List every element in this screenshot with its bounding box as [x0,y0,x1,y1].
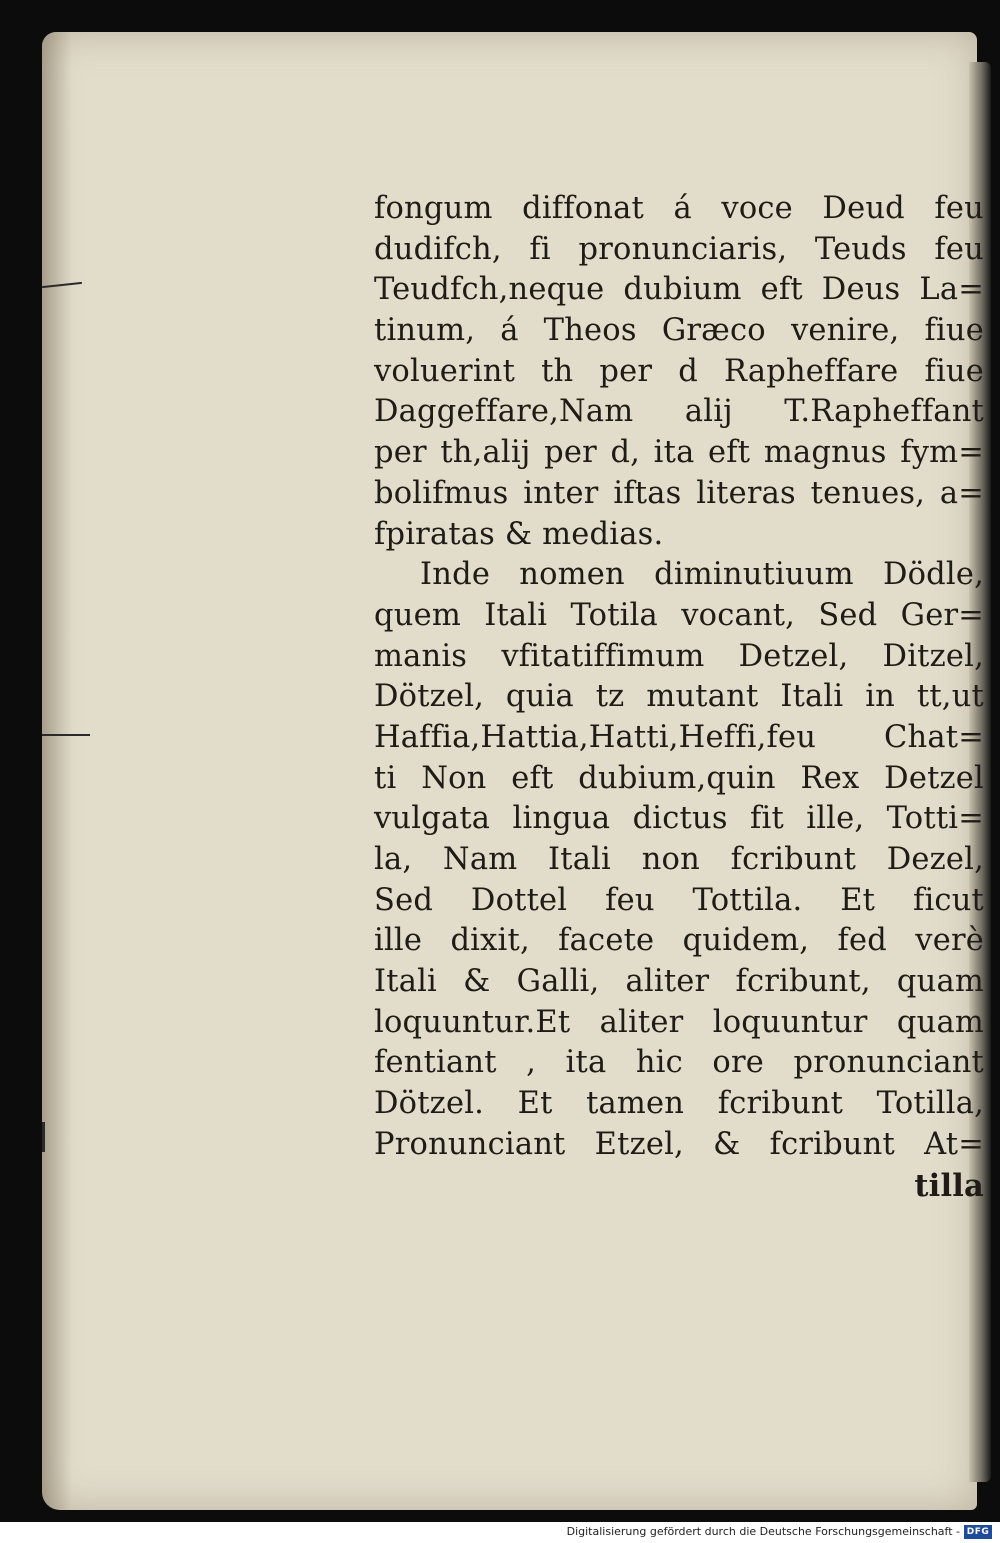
binding-thread-mark [42,1122,63,1152]
text-line: Haffia,Hattia,Hatti,Heffi,feu Chat= [374,719,984,755]
text-line: Sed Dottel feu Tottila. Et ficut [374,882,984,918]
text-line: loquuntur.Et aliter loquuntur quam [374,1004,984,1040]
text-line: Dötzel, quia tz mutant Itali in tt,ut [374,679,984,715]
text-line: dudifch, fi pronunciaris, Teuds feu [374,231,984,267]
text-line: voluerint th per d Rapheffare fiue [374,353,984,389]
text-line: Inde nomen diminutiuum Dödle, [420,557,984,593]
text-line: ille dixit, facete quidem, fed verè [374,923,984,959]
book-page [42,32,984,1510]
text-line: fpiratas & medias. [374,516,664,552]
text-line: fongum diffonat á voce Deud feu [374,191,984,226]
dfg-logo: DFG [964,1525,992,1539]
text-line: la, Nam Itali non fcribunt Dezel, [374,842,984,877]
text-line: ti Non eft dubium,quin Rex Detzel [374,760,984,796]
footer-credit: Digitalisierung gefördert durch die Deutsche Forschungsgemeinschaft - [566,1525,960,1538]
text-line: manis vfitatiffimum Detzel, Ditzel, [374,638,984,674]
text-line: quem Itali Totila vocant, Sed Ger= [374,597,984,633]
text-line: bolifmus inter iftas literas tenues, a= [374,475,984,511]
text-line: Teudfch,neque dubium eft Deus La= [374,272,984,308]
text-line: fentiant , ita hic ore pronunciant [374,1045,984,1081]
text-line: per th,alij per d, ita eft magnus fym= [374,435,984,471]
catchword: tilla [914,1167,984,1204]
text-line: Pronunciant Etzel, & fcribunt At= [374,1126,984,1162]
binding-thread-mark [42,734,90,736]
text-line: vulgata lingua dictus fit ille, Totti= [374,801,984,837]
text-line: Daggeffare,Nam alij T.Rapheffant [374,394,984,430]
footer-bar [0,1522,1000,1543]
text-line: Dötzel. Et tamen fcribunt Totilla, [374,1086,984,1122]
text-line: tinum, á Theos Græco venire, fiue [374,313,984,349]
main-text [374,189,984,1206]
page-gutter-shadow [42,32,72,1510]
text-line: Itali & Galli, aliter fcribunt, quam [374,964,984,1000]
